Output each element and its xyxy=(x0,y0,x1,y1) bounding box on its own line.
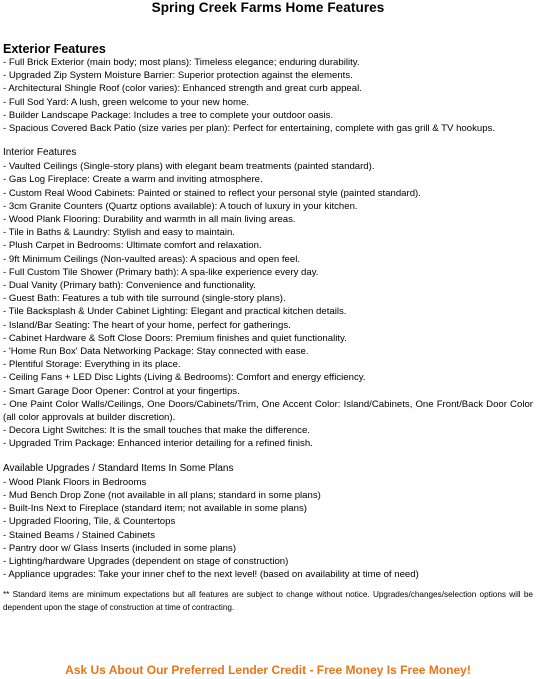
list-item: - Guest Bath: Features a tub with tile surround (single-story plans). xyxy=(3,293,286,305)
exterior-features-list xyxy=(3,56,533,135)
list-item: - Mud Bench Drop Zone (not available in all plans; standard in some plans) xyxy=(3,489,321,501)
list-item: - 3cm Granite Counters (Quartz options available): A touch of luxury in your kitchen. xyxy=(3,200,358,212)
upgrades-section xyxy=(3,462,533,582)
list-item: - One Paint Color Walls/Ceilings, One Doors/Cabinets/Trim, One Accent Color: Island/Cabinets, One Front/Back Door Color (all color approvals at builder discretion). xyxy=(3,398,533,424)
disclaimer-footnote: ** Standard items are minimum expectations but all features are subject to change without notice. Upgrades/changes/selection options will be dependent upon the stage of construction at time of contracting. xyxy=(3,590,533,612)
list-item: - Full Custom Tile Shower (Primary bath): A spa-like experience every day. xyxy=(3,266,319,278)
list-item: - Vaulted Ceilings (Single-story plans) with elegant beam treatments (painted standard). xyxy=(3,161,375,173)
interior-features-heading: Interior Features xyxy=(3,147,77,159)
list-item: - Architectural Shingle Roof (color varies): Enhanced strength and great curb appeal. xyxy=(3,83,362,95)
list-item: - Plentiful Storage: Everything in its place. xyxy=(3,359,181,371)
list-item: - Full Brick Exterior (main body; most plans): Timeless elegance; enduring durability. xyxy=(3,57,360,68)
list-item: - Cabinet Hardware & Soft Close Doors: Premium finishes and quiet functionality. xyxy=(3,332,347,344)
list-item: - Plush Carpet in Bedrooms: Ultimate comfort and relaxation. xyxy=(3,240,262,252)
list-item: - Dual Vanity (Primary bath): Convenience and functionality. xyxy=(3,280,256,292)
list-item: - Stained Beams / Stained Cabinets xyxy=(3,529,155,541)
list-item: - Decora Light Switches: It is the small touches that make the difference. xyxy=(3,425,310,437)
exterior-features-section xyxy=(3,42,533,135)
list-item: - Pantry door w/ Glass Inserts (included in some plans) xyxy=(3,542,237,554)
list-item: - Appliance upgrades: Take your inner chef to the next level! (based on availability at time of need) xyxy=(3,569,419,581)
list-item: - 'Home Run Box' Data Networking Package: Stay connected with ease. xyxy=(3,346,309,358)
list-item: - Built-Ins Next to Fireplace (standard item; not available in some plans) xyxy=(3,503,307,515)
list-item: - Lighting/hardware Upgrades (dependent on stage of construction) xyxy=(3,555,289,567)
page-title: Spring Creek Farms Home Features xyxy=(151,0,385,15)
list-item: - Tile in Baths & Laundry: Stylish and easy to maintain. xyxy=(3,227,235,239)
list-item: - Upgraded Flooring, Tile, & Countertops xyxy=(3,516,176,528)
list-item: - Spacious Covered Back Patio (size varies per plan): Perfect for entertaining, complete with gas grill & TV hookups. xyxy=(3,123,496,135)
lender-credit-promo: Ask Us About Our Preferred Lender Credit - Free Money Is Free Money! xyxy=(65,663,471,677)
list-item: - Full Sod Yard: A lush, green welcome to your new home. xyxy=(3,96,250,108)
list-item: - Smart Garage Door Opener: Control at your fingertips. xyxy=(3,385,240,397)
list-item: - Wood Plank Floors in Bedrooms xyxy=(3,476,147,488)
upgrades-list xyxy=(3,476,533,582)
list-item: - Builder Landscape Package: Includes a tree to complete your outdoor oasis. xyxy=(3,109,334,121)
list-item: - Island/Bar Seating: The heart of your home, perfect for gatherings. xyxy=(3,319,291,331)
list-item: - Gas Log Fireplace: Create a warm and inviting atmosphere. xyxy=(3,174,263,186)
list-item: - Ceiling Fans + LED Disc Lights (Living & Bedrooms): Comfort and energy efficiency. xyxy=(3,372,366,384)
list-item: - Wood Plank Flooring: Durability and warmth in all main living areas. xyxy=(3,214,296,226)
upgrades-heading: Available Upgrades / Standard Items In Some Plans xyxy=(3,462,234,474)
list-item: - Upgraded Zip System Moisture Barrier: Superior protection against the elements. xyxy=(3,70,353,82)
exterior-features-heading: Exterior Features xyxy=(3,42,106,56)
list-item: - 9ft Minimum Ceilings (Non-vaulted areas): A spacious and open feel. xyxy=(3,253,301,265)
interior-features-list xyxy=(3,160,533,450)
list-item: - Tile Backsplash & Under Cabinet Lighting: Elegant and practical kitchen details. xyxy=(3,306,347,318)
list-item: - Custom Real Wood Cabinets: Painted or stained to reflect your personal style (painted standard). xyxy=(3,187,421,199)
list-item: - Upgraded Trim Package: Enhanced interior detailing for a refined finish. xyxy=(3,438,313,450)
interior-features-section xyxy=(3,146,533,450)
